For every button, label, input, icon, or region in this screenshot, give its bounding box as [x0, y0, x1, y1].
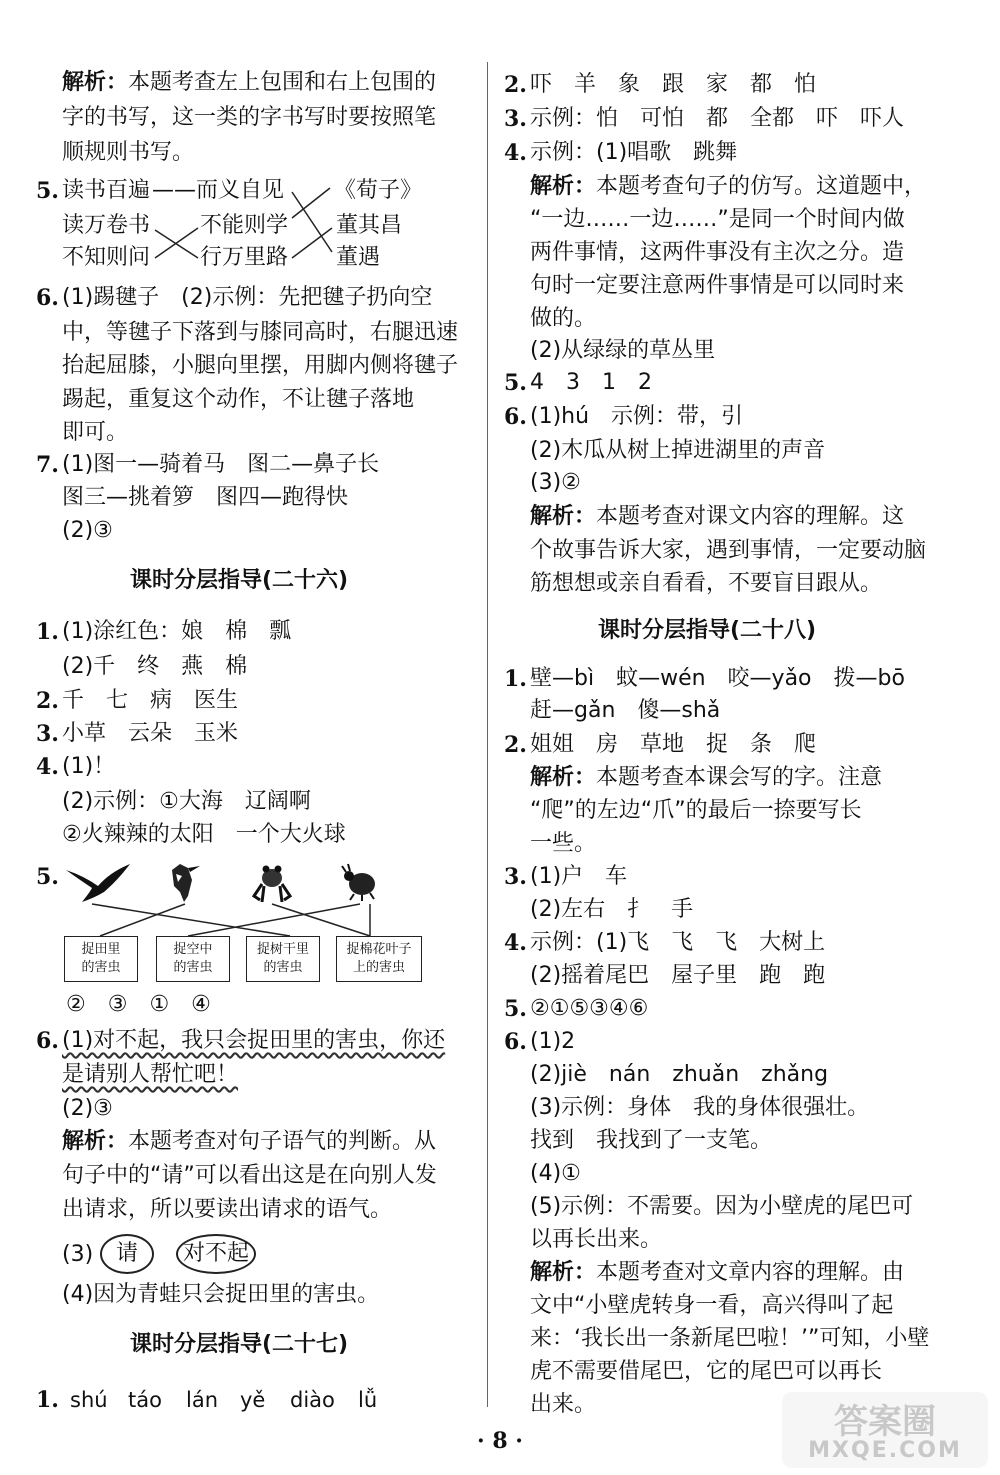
pinyin-item: táo	[128, 1388, 162, 1412]
answer-line: (4)①	[530, 1161, 581, 1186]
answer-line: (2)左右 扌 手	[530, 897, 694, 922]
answer-line: 是请别人帮忙吧！	[62, 1062, 239, 1087]
analysis-line: 字的书写，这一类的字书写时要按照笔	[62, 105, 437, 130]
section-heading-27: 课时分层指导(二十七)	[130, 1332, 349, 1357]
answer-line: (4)因为青蛙只会捉田里的害虫。	[62, 1282, 380, 1307]
circled-word-1: 请	[100, 1234, 154, 1274]
analysis-label: 解析：	[62, 1129, 129, 1154]
pest-box-1: 捉田里 的害虫	[64, 936, 138, 982]
analysis-line: 两件事情，这两件事没有主次之分。造	[530, 240, 905, 265]
pest-box-3: 捉树干里 的害虫	[246, 936, 320, 982]
answer-line: 找到 我找到了一支笔。	[530, 1128, 773, 1153]
analysis-line: 个故事告诉大家，遇到事情，一定要动脑	[530, 538, 927, 563]
answer-line: 千 七 病 医生	[62, 688, 239, 713]
answer-line: ② ③ ① ④	[66, 992, 211, 1017]
answer-line: 踢起，重复这个动作，不让毽子落地	[62, 387, 415, 412]
answer-line: 图三—挑着箩 图四—跑得快	[62, 485, 349, 510]
analysis-label: 解析：	[530, 174, 597, 199]
question-number: 4.	[504, 140, 527, 166]
answer-line: 中，等毽子下落到与膝同高时，右腿迅速	[62, 320, 459, 345]
analysis-line: 解析：本题考查对句子语气的判断。从	[62, 1129, 437, 1154]
match-mid-2: 不能则学	[200, 213, 289, 238]
question-number: 6.	[36, 285, 59, 311]
pinyin-item: diào	[290, 1388, 335, 1412]
answer-line: (1)踢毽子 (2)示例：先把毽子扔向空	[62, 285, 433, 310]
answer-line: (1)户 车	[530, 864, 628, 889]
match-dash: ——	[152, 178, 196, 203]
analysis-line: 解析：本题考查对课文内容的理解。这	[530, 504, 905, 529]
answer-line: (5)示例：不需要。因为小壁虎的尾巴可	[530, 1194, 914, 1219]
match-right-1: 《荀子》	[334, 178, 423, 203]
answer-line: (2)③	[62, 518, 113, 543]
question-number: 3.	[36, 721, 59, 747]
question-number: 2.	[504, 732, 527, 758]
pinyin-item: shú	[70, 1388, 108, 1412]
match-mid-3: 行万里路	[200, 245, 289, 270]
watermark-logo: 答案圈 MXQE.COM	[780, 1390, 990, 1470]
frog-icon	[252, 860, 292, 904]
match-left-2: 读万卷书	[62, 213, 151, 238]
analysis-line: 来：‘我长出一条新尾巴啦！’”可知，小壁	[530, 1326, 930, 1351]
analysis-line: 虎不需要借尾巴，它的尾巴可以再长	[530, 1359, 883, 1384]
analysis-line: 出来。	[530, 1392, 597, 1417]
question-number: 4.	[504, 930, 527, 956]
analysis-line: 解析：本题考查句子的仿写。这道题中，	[530, 174, 927, 199]
match-left-1: 读书百遍	[62, 178, 151, 203]
question-number: 7.	[36, 452, 59, 478]
match-left-3: 不知则问	[62, 245, 151, 270]
pinyin-item: lán	[186, 1388, 219, 1412]
question-number: 6.	[504, 1029, 527, 1055]
answer-line: (2)千 终 燕 棉	[62, 654, 248, 679]
pest-box-4: 捉棉花叶子 上的害虫	[336, 936, 422, 982]
answer-line: (1)！	[62, 754, 116, 779]
question-number: 4.	[36, 754, 59, 780]
analysis-line: 句子中的“请”可以看出这是在向别人发	[62, 1163, 437, 1188]
analysis-line: 文中“小壁虎转身一看，高兴得叫了起	[530, 1293, 894, 1318]
answer-line: (2)木瓜从树上掉进湖里的声音	[530, 438, 826, 463]
answer-line: 示例：(1)飞 飞 飞 大树上	[530, 930, 826, 955]
analysis-line: 顺规则书写。	[62, 140, 195, 165]
question-number: 3.	[504, 106, 527, 132]
answer-line: ②火辣辣的太阳 一个大火球	[62, 822, 346, 847]
pinyin-item: yě	[240, 1388, 266, 1412]
analysis-line: 筋想想或亲自看看，不要盲目跟从。	[530, 571, 883, 596]
answer-line: 姐姐 房 草地 捉 条 爬	[530, 732, 817, 757]
question-number: 3.	[504, 864, 527, 890]
answer-line: 示例：(1)唱歌 跳舞	[530, 140, 738, 165]
question-number: 1.	[36, 619, 59, 645]
analysis-line: 解析：本题考查本课会写的字。注意	[530, 765, 883, 790]
section-heading-26: 课时分层指导(二十六)	[130, 568, 349, 593]
answer-line: 4 3 1 2	[530, 370, 652, 395]
answer-line: 抬起屈膝，小腿向里摆，用脚内侧将毽子	[62, 353, 459, 378]
page-number: · 8 ·	[477, 1428, 523, 1454]
question-number: 1.	[504, 666, 527, 692]
answer-line: (1)hú 示例：带，引	[530, 404, 744, 429]
answer-line: (3)示例：身体 我的身体很强壮。	[530, 1095, 870, 1120]
question-number: 5.	[36, 864, 59, 890]
pinyin-item: lǚ	[358, 1388, 378, 1412]
answer-line: (1)图一—骑着马 图二—鼻子长	[62, 452, 380, 477]
answer-line: (3)②	[530, 470, 581, 495]
answer-line: 以再长出来。	[530, 1227, 663, 1252]
answer-line: (1)2	[530, 1029, 576, 1054]
analysis-line: 解析：本题考查左上包围和右上包围的	[62, 70, 437, 95]
beetle-icon	[340, 862, 380, 902]
answer-line: ②①⑤③④⑥	[530, 996, 649, 1021]
analysis-line: 一些。	[530, 831, 597, 856]
answer-line: (3)	[62, 1242, 94, 1267]
answer-line: (2)摇着尾巴 屋子里 跑 跑	[530, 963, 826, 988]
woodpecker-icon	[166, 860, 206, 904]
match-right-3: 董遇	[336, 245, 381, 270]
analysis-line: 句时一定要注意两件事情是可以同时来	[530, 273, 905, 298]
answer-line: (2)jiè nán zhuǎn zhǎng	[530, 1062, 829, 1087]
matching-lines	[0, 0, 490, 300]
analysis-line: “爬”的左边“爪”的最后一捺要写长	[530, 798, 862, 823]
analysis-label: 解析：	[530, 765, 597, 790]
match-right-2: 董其昌	[336, 213, 403, 238]
swallow-icon	[64, 862, 134, 904]
circled-word-2: 对不起	[176, 1234, 256, 1274]
answer-line: (2)③	[62, 1096, 113, 1121]
question-number: 6.	[36, 1028, 59, 1054]
question-number: 5.	[504, 370, 527, 396]
question-number: 5.	[504, 996, 527, 1022]
answer-line: 小草 云朵 玉米	[62, 721, 239, 746]
analysis-label: 解析：	[530, 1260, 597, 1285]
answer-line: 壁—bì 蚊—wén 咬—yǎo 拨—bō	[530, 666, 905, 691]
analysis-label: 解析：	[530, 504, 597, 529]
answer-line: (1)涂红色：娘 棉 瓢	[62, 619, 292, 644]
answer-line: 示例：怕 可怕 都 全都 吓 吓人	[530, 106, 905, 131]
answer-line: 赶—gǎn 傻—shǎ	[530, 698, 721, 723]
question-number: 5.	[36, 178, 59, 204]
answer-line: 即可。	[62, 420, 129, 445]
question-number: 1.	[36, 1387, 59, 1413]
pest-box-2: 捉空中 的害虫	[156, 936, 230, 982]
answer-line: (2)从绿绿的草丛里	[530, 338, 716, 363]
analysis-line: 做的。	[530, 306, 597, 331]
question-number: 2.	[504, 72, 527, 98]
answer-line: (2)示例：①大海 辽阔啊	[62, 789, 311, 814]
analysis-line: “一边……一边……”是同一个时间内做	[530, 207, 905, 232]
section-heading-28: 课时分层指导(二十八)	[598, 618, 817, 643]
answer-line: (1)对不起，我只会捉田里的害虫，你还	[62, 1028, 446, 1053]
analysis-line: 出请求，所以要读出请求的语气。	[62, 1197, 393, 1222]
answer-line: 吓 羊 象 跟 家 都 怕	[530, 72, 817, 97]
analysis-line: 解析：本题考查对文章内容的理解。由	[530, 1260, 905, 1285]
analysis-label: 解析：	[62, 70, 129, 95]
animal-matching-stems	[60, 900, 480, 940]
question-number: 2.	[36, 688, 59, 714]
match-mid-1: 而义自见	[196, 178, 285, 203]
question-number: 6.	[504, 404, 527, 430]
